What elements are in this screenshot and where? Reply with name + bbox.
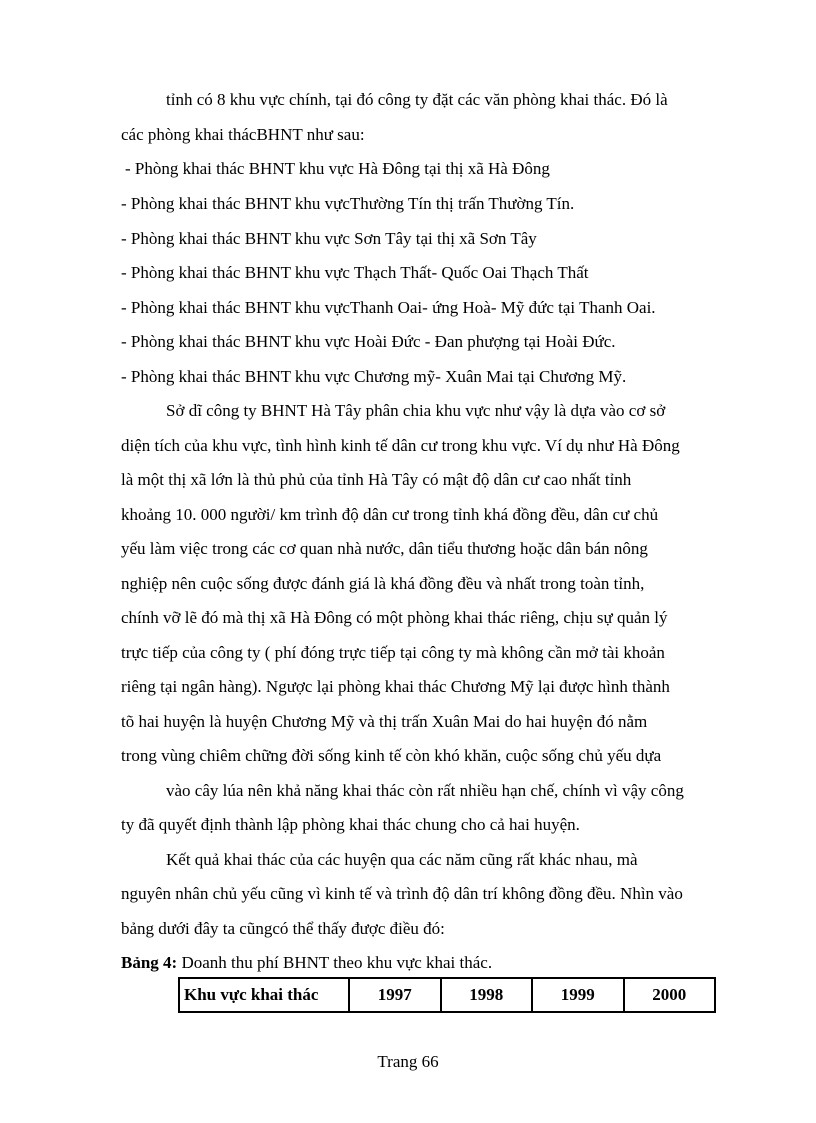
- table-header-cell: 2000: [624, 978, 716, 1012]
- paragraph-line: trực tiếp của công ty ( phí đóng trực tiếp tại công ty mà không cần mở tài khoản: [121, 643, 665, 662]
- paragraph-line: riêng tại ngân hàng). Ngược lại phòng khai thác Chương Mỹ lại được hình thành: [121, 677, 670, 696]
- paragraph-line: yếu làm việc trong các cơ quan nhà nước, dân tiểu thương hoặc dân bán nông: [121, 539, 648, 558]
- paragraph-line: trong vùng chiêm chững đời sống kinh tế còn khó khăn, cuộc sống chủ yếu dựa: [121, 746, 662, 765]
- paragraph-line: nghiệp nên cuộc sống được đánh giá là khá đồng đều và nhất trong toàn tỉnh,: [121, 574, 645, 593]
- paragraph-line: tõ hai huyện là huyện Chương Mỹ và thị trấn Xuân Mai do hai huyện đó nằm: [121, 712, 648, 731]
- office-list-item: - Phòng khai thác BHNT khu vực Hoài Đức - Đan phượng tại Hoài Đức.: [121, 332, 616, 351]
- office-list-item: - Phòng khai thác BHNT khu vựcThanh Oai- ứng Hoà- Mỹ đức tại Thanh Oai.: [121, 298, 656, 317]
- table-caption-text: Doanh thu phí BHNT theo khu vực khai thác.: [177, 953, 493, 972]
- paragraph-line: bảng dưới đây ta cũngcó thể thấy được điều đó:: [121, 919, 445, 938]
- office-list-item: - Phòng khai thác BHNT khu vựcThường Tín thị trấn Thường Tín.: [121, 194, 575, 213]
- table-header-row: [179, 978, 715, 1012]
- page-number: Trang 66: [377, 1052, 439, 1071]
- office-list-item: - Phòng khai thác BHNT khu vực Thạch Thất- Quốc Oai Thạch Thất: [121, 263, 589, 282]
- table-header-cell: 1998: [441, 978, 533, 1012]
- paragraph-line: nguyên nhân chủ yếu cũng vì kinh tế và trình độ dân trí không đồng đều. Nhìn vào: [121, 884, 683, 903]
- paragraph-line: Kết quả khai thác của các huyện qua các năm cũng rất khác nhau, mà: [166, 850, 638, 869]
- office-list-item: - Phòng khai thác BHNT khu vực Chương mỹ- Xuân Mai tại Chương Mỹ.: [121, 367, 627, 386]
- office-list-item: - Phòng khai thác BHNT khu vực Sơn Tây tại thị xã Sơn Tây: [121, 229, 537, 248]
- paragraph-line: tỉnh có 8 khu vực chính, tại đó công ty đặt các văn phòng khai thác. Đó là: [166, 90, 668, 109]
- table-header-cell: 1999: [532, 978, 624, 1012]
- paragraph-line: diện tích của khu vực, tình hình kinh tế dân cư trong khu vực. Ví dụ như Hà Đông: [121, 436, 680, 455]
- paragraph-line: vào cây lúa nên khả năng khai thác còn rất nhiều hạn chế, chính vì vậy công: [166, 781, 684, 800]
- office-list-item: - Phòng khai thác BHNT khu vực Hà Đông tại thị xã Hà Đông: [125, 159, 550, 178]
- table-caption-label: Bảng 4:: [121, 953, 178, 972]
- table-caption: [121, 952, 492, 974]
- revenue-table: [178, 977, 716, 1013]
- paragraph-line: chính vỡ lẽ đó mà thị xã Hà Đông có một phòng khai thác riêng, chịu sự quản lý: [121, 608, 668, 627]
- paragraph-line: khoảng 10. 000 người/ km trình độ dân cư trong tỉnh khá đồng đều, dân cư chủ: [121, 505, 659, 524]
- paragraph-line: ty đã quyết định thành lập phòng khai thác chung cho cả hai huyện.: [121, 815, 580, 834]
- table-header-cell: 1997: [349, 978, 441, 1012]
- paragraph-line: các phòng khai thácBHNT như sau:: [121, 125, 365, 144]
- table-header-cell: Khu vực khai thác: [179, 978, 349, 1012]
- paragraph-line: Sở dĩ công ty BHNT Hà Tây phân chia khu vực như vậy là dựa vào cơ sở: [166, 401, 666, 420]
- paragraph-line: là một thị xã lớn là thủ phủ của tỉnh Hà Tây có mật độ dân cư cao nhất tỉnh: [121, 470, 632, 489]
